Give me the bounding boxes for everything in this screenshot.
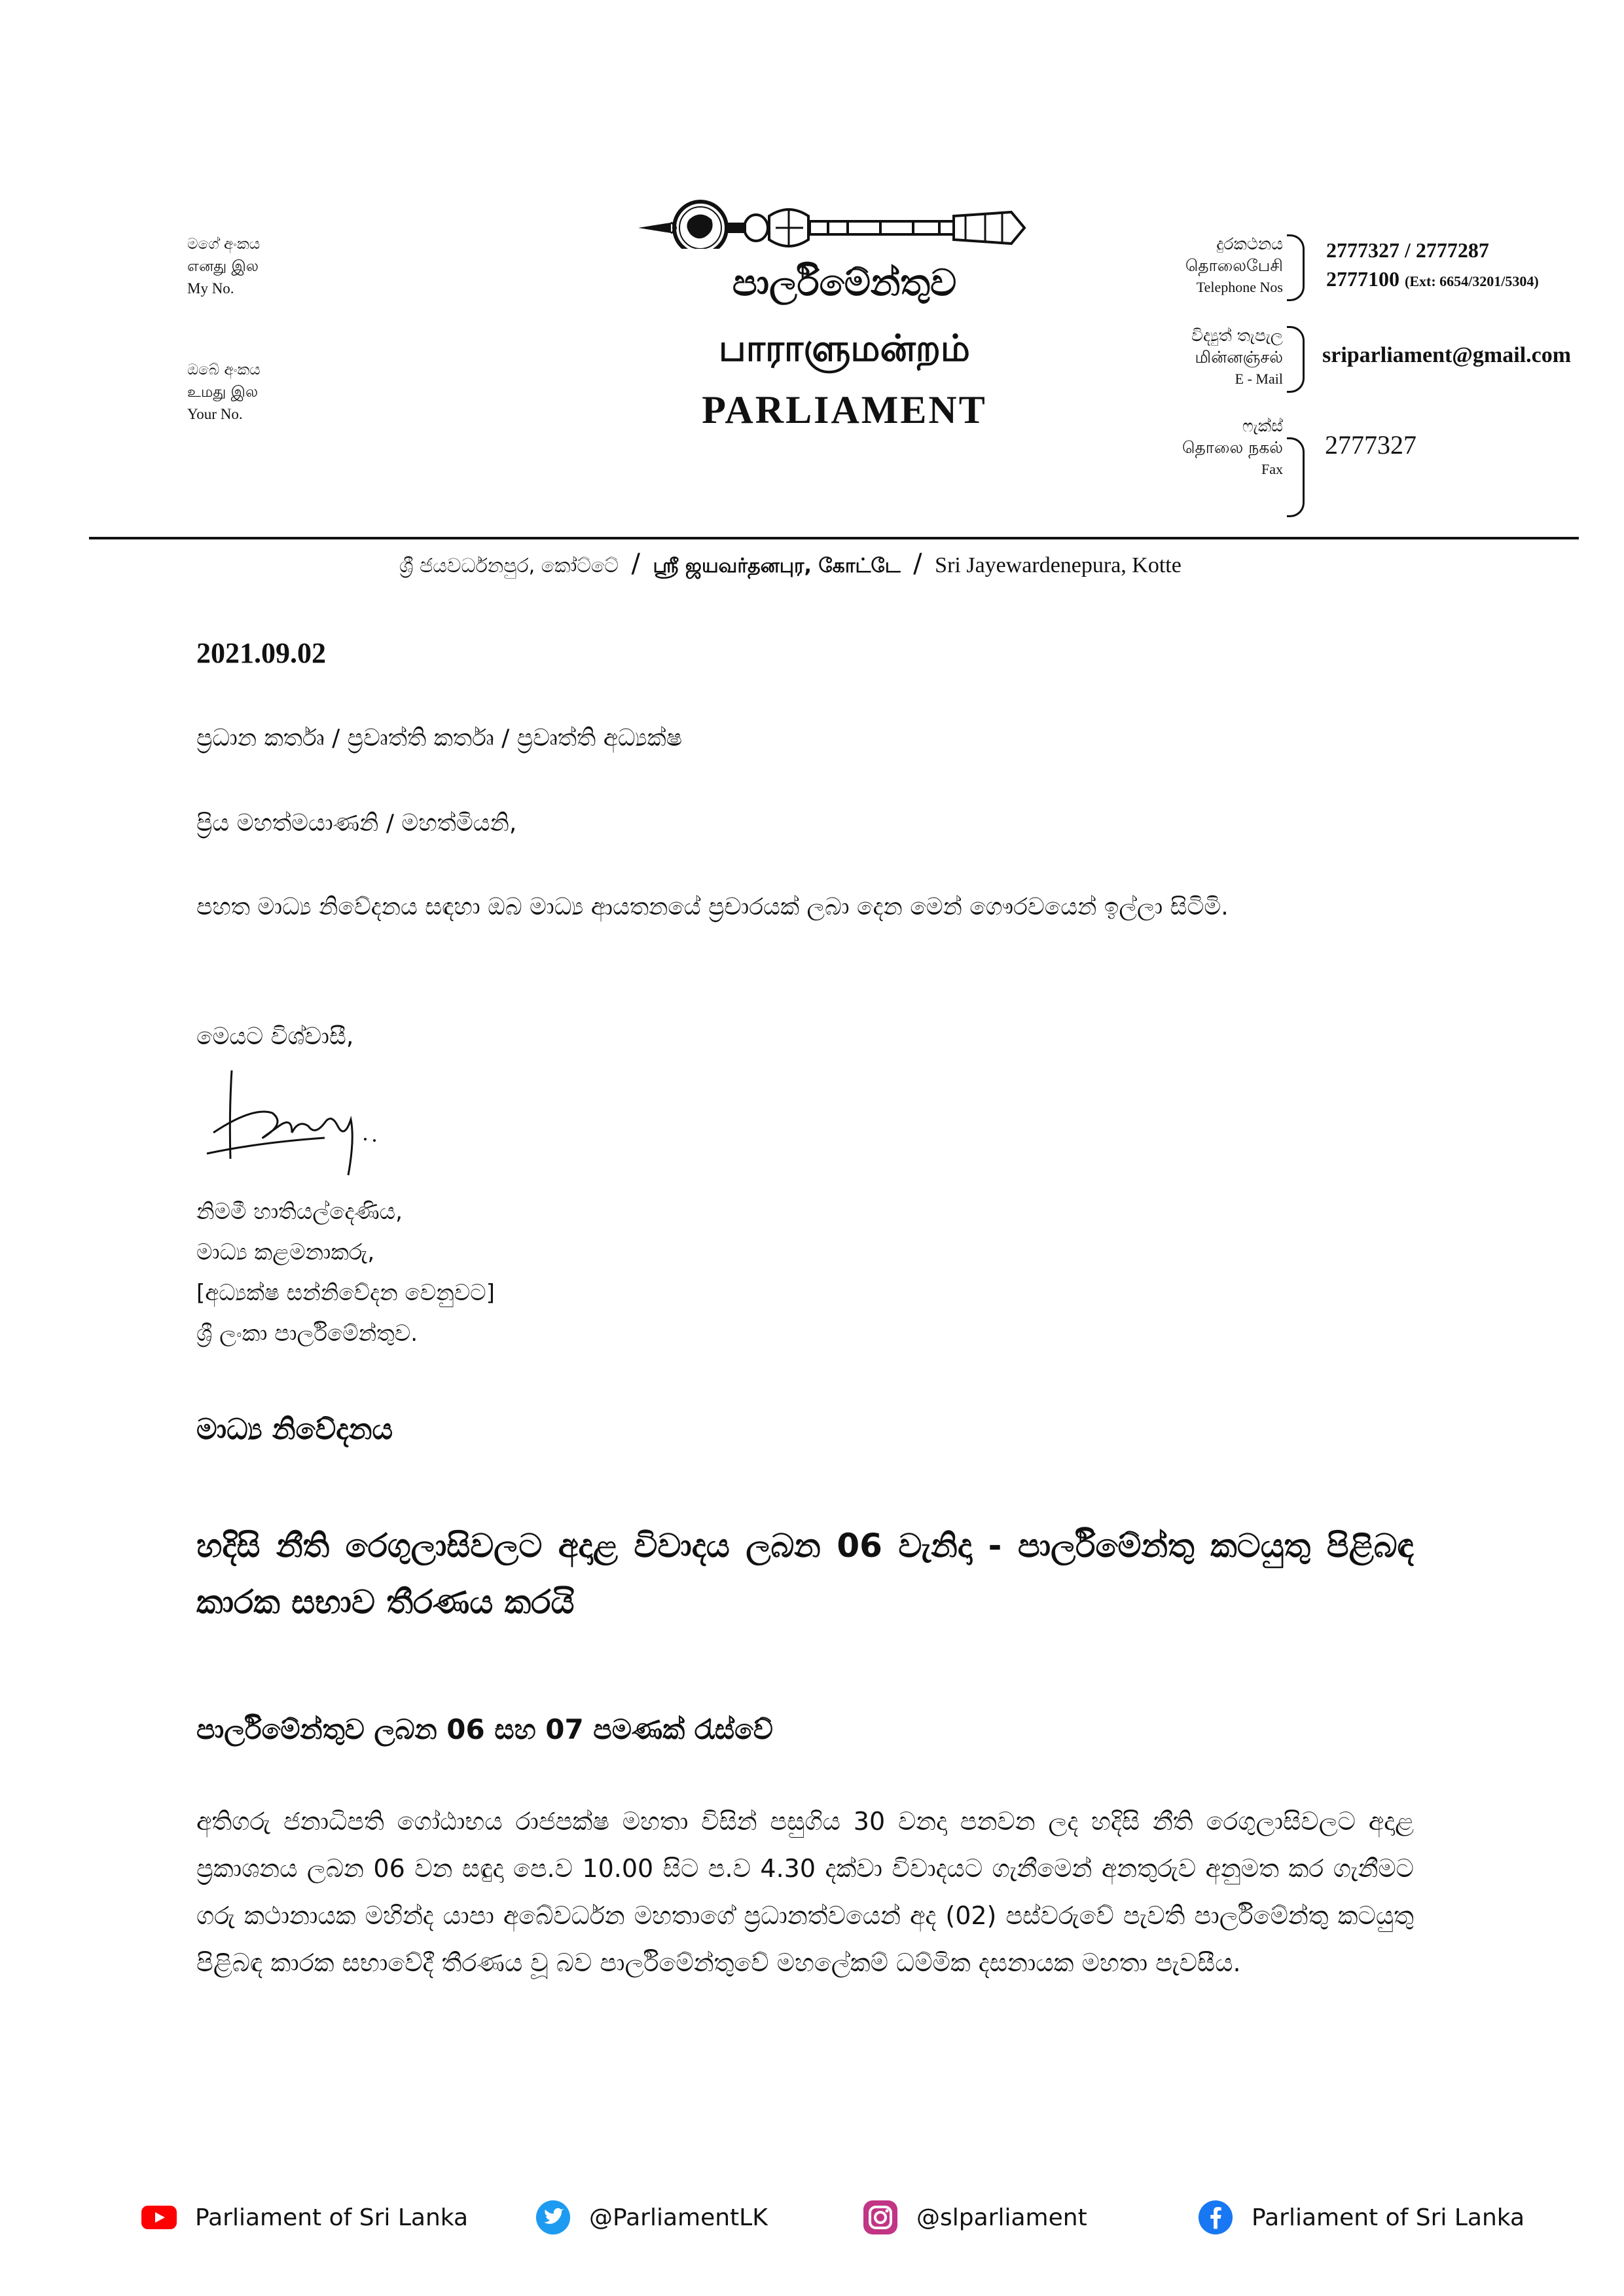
address-line: ශ්‍රී ජයවර්ධනපුර, කෝට්ටේ / ஸ்ரீ ஜயவர்தனபுர, கோட்டே / Sri Jayewardenepura, Kotte [399, 549, 1182, 579]
my-number-label: මගේ අංකය எனது இல My No. [187, 236, 261, 297]
release-heading: මාධ්‍ය නිවේදනය [196, 1413, 393, 1446]
footer-instagram[interactable]: @slparliament [863, 2200, 1087, 2235]
email-brace [1287, 326, 1305, 393]
letter-recipient: ප්‍රධාන කර්තෘ / ප්‍රවෘත්ති කර්තෘ / ප්‍රවෘත්ති අධ්‍යක්ෂ [196, 725, 683, 752]
parliament-mace-emblem [632, 190, 1051, 249]
youtube-icon [141, 2200, 177, 2235]
instagram-icon [863, 2200, 898, 2235]
letter-request: පහත මාධ්‍ය නිවේදනය සඳහා ඔබ මාධ්‍ය ආයතනයේ ප්‍රචාරයක් ලබා දෙන මෙන් ගෞරවයෙන් ඉල්ලා සිටිමි. [196, 894, 1229, 920]
twitter-icon [535, 2200, 571, 2235]
title-english: PARLIAMENT [702, 388, 987, 431]
fax-label: ෆැක්ස් தொலை நகல் Fax [1182, 416, 1283, 477]
telephone-brace [1287, 234, 1305, 301]
release-subtitle: පාර්ලිමේන්තුව ලබන 06 සහ 07 පමණක් රැස්වේ [196, 1713, 773, 1745]
telephone-label: දුරකථනය தொலைபேசி Telephone Nos [1185, 234, 1283, 295]
your-number-label: ඔබේ අංකය உமது இல Your No. [187, 361, 261, 422]
signatory-block: නිමමී හාතියල්දෙණිය, මාධ්‍ය කළමනාකරු, [අධ්‍යක්ෂ සන්නිවේදන වෙනුවට] ශ්‍රී ලංකා පාර්ලිමේන්තුව. [196, 1199, 495, 1347]
title-tamil: பாராளுமன்றம் [719, 327, 970, 370]
footer-youtube[interactable]: Parliament of Sri Lanka [141, 2200, 468, 2235]
release-body: අතිගරු ජනාධිපති ගෝඨාභය රාජපක්ෂ මහතා විසින් පසුගිය 30 වනදා පනවන ලද හදිසි නීති රෙගුලාසිවලට අදාළ ප්‍රකාශනය ලබන 06 වන සඳුදා පෙ.ව 10.00 සිට ප.ව 4.30 දක්වා විවාදයට ගැනීමෙන් අනතුරුව අනුමත කර ගැනීමට ගරු කථානායක මහින්ද යාපා අබේවර්ධන මහතාගේ ප්‍රධානත්වයෙන් අද (02) පස්වරුවේ පැවති පාර්ලිමේන්තු කටයුතු පිළිබඳ කාරක සභාවේදී තීරණය වූ බව පාර්ලිමේන්තුවේ මහලේකම් ධම්මික දසනායක මහතා පැවසීය. [196, 1807, 1414, 1977]
footer-twitter[interactable]: @ParliamentLK [535, 2200, 768, 2235]
email-address: sriparliament@gmail.com [1322, 343, 1572, 367]
letter-date: 2021.09.02 [196, 637, 326, 669]
handwritten-signature [194, 1061, 390, 1185]
release-title: හදිසි නීති රෙගුලාසිවලට අදාළ විවාදය ලබන 06 වැනිදා - පාර්ලිමේන්තු කටයුතු පිළිබඳ කාරක සභාව තීරණය කරයි [196, 1527, 1414, 1621]
header-rule [89, 537, 1579, 539]
footer-facebook[interactable]: Parliament of Sri Lanka [1198, 2200, 1525, 2235]
email-label: විද්‍යුත් තැපැල மின்னஞ்சல் E - Mail [1191, 326, 1283, 387]
telephone-extension: 2777100 (Ext: 6654/3201/5304) [1326, 267, 1539, 291]
letter-closing: මෙයට විශ්වාසී, [196, 1023, 354, 1050]
facebook-icon [1198, 2200, 1233, 2235]
fax-number: 2777327 [1325, 430, 1416, 460]
telephone-numbers: 2777327 / 2777287 [1326, 238, 1489, 262]
letter-salutation: ප්‍රිය මහත්මයාණනි / මහත්මියනි, [196, 810, 517, 837]
title-sinhala: පාර්ලිමේන්තුව [732, 262, 957, 304]
fax-brace [1287, 437, 1305, 517]
